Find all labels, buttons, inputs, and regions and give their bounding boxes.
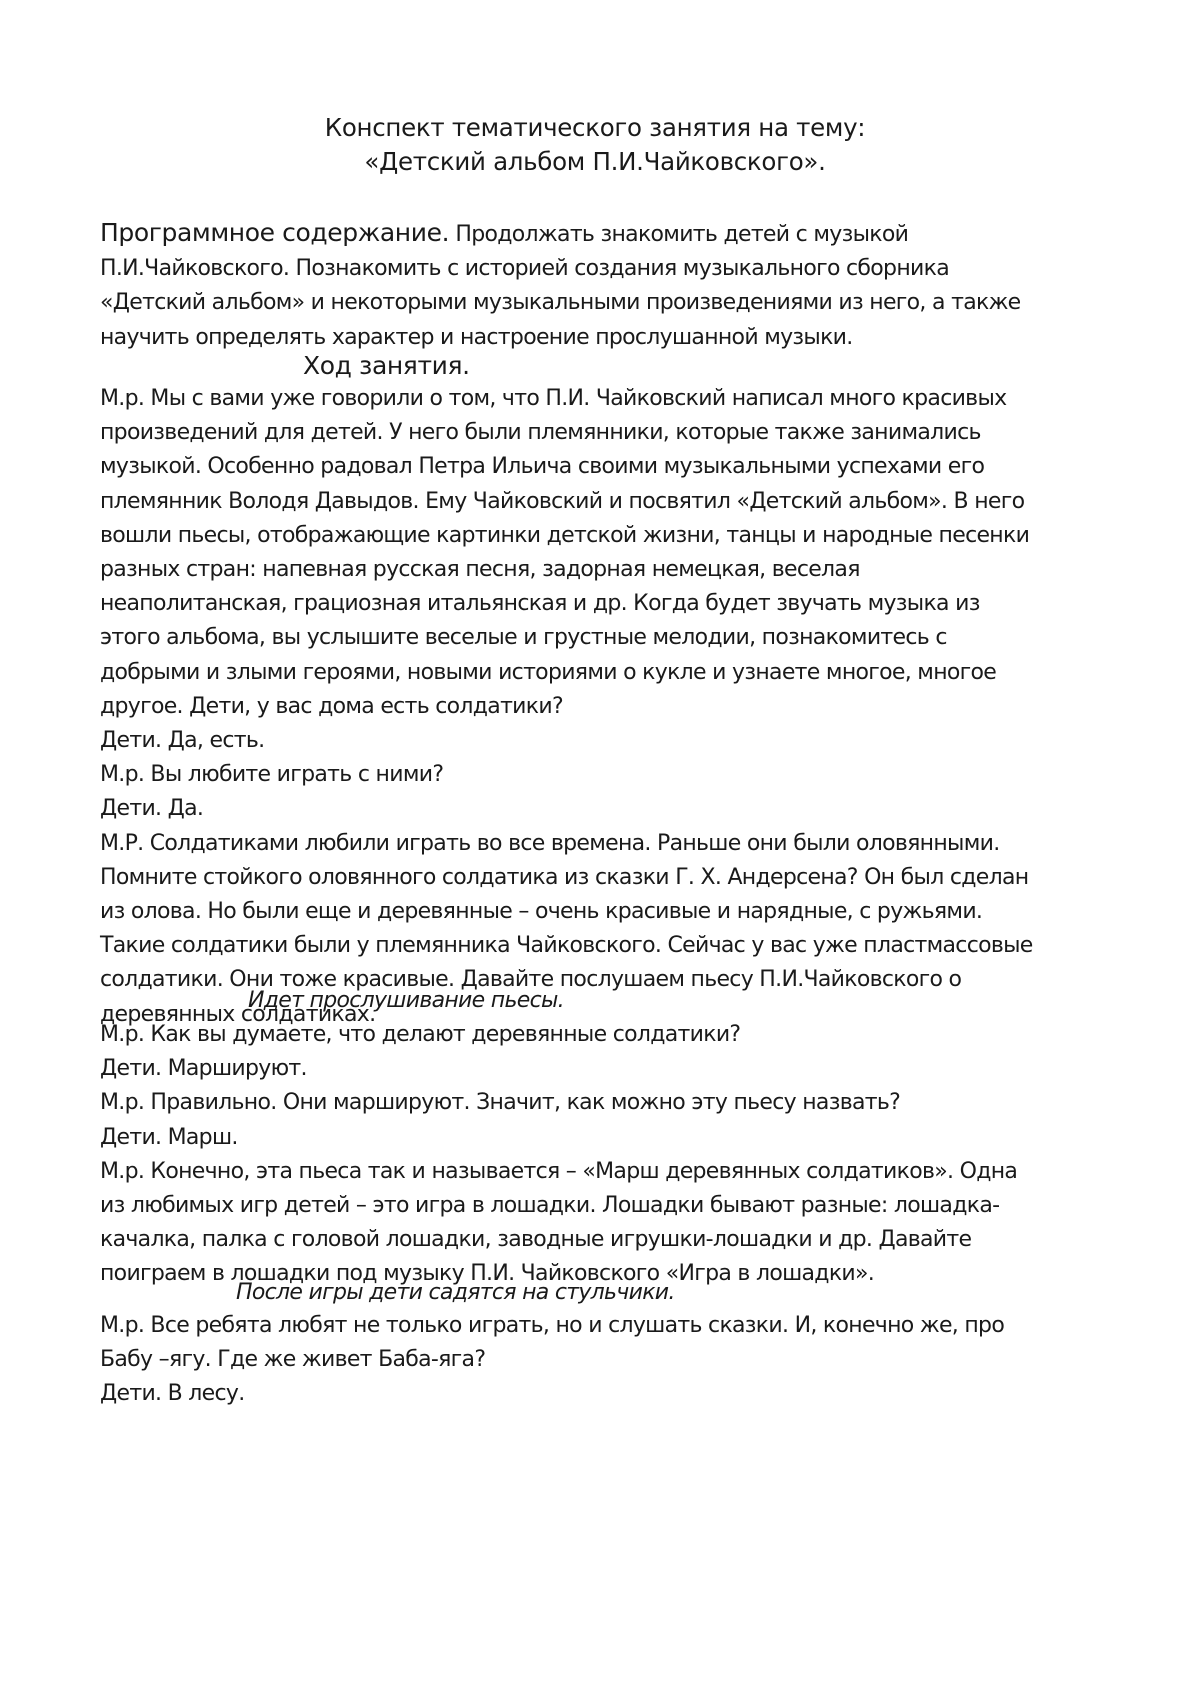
paragraph-line: поиграем в лошадки под музыку П.И. Чайковского «Игра в лошадки». [100, 1261, 875, 1287]
paragraph-line: музыкой. Особенно радовал Петра Ильича своими музыкальными успехами его [100, 454, 985, 480]
paragraph-line: М.р. Правильно. Они маршируют. Значит, как можно эту пьесу назвать? [100, 1090, 901, 1116]
document-title-line-2: «Детский альбом П.И.Чайковского». [364, 147, 826, 176]
paragraph-line: другое. Дети, у вас дома есть солдатики? [100, 693, 563, 719]
stage-direction-listening: Идет прослушивание пьесы. [248, 988, 564, 1013]
paragraph-line: Бабу –ягу. Где же живет Баба-яга? [100, 1347, 486, 1373]
paragraph-line: М.р. Как вы думаете, что делают деревянные солдатики? [100, 1022, 741, 1047]
paragraph-line: качалка, палка с головой лошадки, заводные игрушки-лошадки и др. Давайте [100, 1227, 972, 1253]
paragraph-line: М.р. Вы любите играть с ними? [100, 762, 444, 788]
dialogue-section-2 [100, 1018, 1120, 1292]
stage-direction-after-game: После игры дети садятся на стульчики. [236, 1280, 675, 1305]
paragraph-line: М.р. Конечно, эта пьеса так и называется – «Марш деревянных солдатиков». Одна [100, 1158, 1018, 1184]
paragraph-line: вошли пьесы, отображающие картинки детской жизни, танцы и народные песенки [100, 522, 1030, 548]
paragraph-line: Такие солдатики были у племянника Чайковского. Сейчас у вас уже пластмассовые [100, 933, 1033, 959]
paragraph-line: Помните стойкого оловянного солдатика из сказки Г. Х. Андерсена? Он был сделан [100, 864, 1029, 890]
program-content-line: научить определять характер и настроение прослушанной музыки. [100, 324, 853, 350]
paragraph-line: Дети. Да, есть. [100, 728, 265, 754]
paragraph-line: Дети. В лесу. [100, 1381, 245, 1407]
paragraph-line: М.Р. Солдатиками любили играть во все времена. Раньше они были оловянными. [100, 830, 1000, 856]
paragraph-line: Дети. Да. [100, 796, 204, 822]
program-content-line: «Детский альбом» и некоторыми музыкальными произведениями из него, а также [100, 290, 1021, 316]
paragraph-line: солдатики. Они тоже красивые. Давайте послушаем пьесу П.И.Чайковского о [100, 967, 962, 993]
paragraph-line: произведений для детей. У него были племянники, которые также занимались [100, 420, 981, 446]
paragraph-line: добрыми и злыми героями, новыми историями о кукле и узнаете многое, многое [100, 659, 997, 685]
paragraph-line: разных стран: напевная русская песня, задорная немецкая, веселая [100, 557, 860, 583]
document-title-line-1: Конспект тематического занятия на тему: [324, 113, 866, 142]
course-heading: Ход занятия. [303, 351, 470, 380]
program-content-line: П.И.Чайковского. Познакомить с историей создания музыкального сборника [100, 256, 949, 282]
paragraph-line: Дети. Марш. [100, 1124, 238, 1150]
paragraph-line: племянник Володя Давыдов. Ему Чайковский и посвятил «Детский альбом». В него [100, 488, 1025, 514]
dialogue-section-3 [100, 1309, 1120, 1412]
paragraph-line: этого альбома, вы услышите веселые и грустные мелодии, познакомитесь с [100, 625, 947, 651]
paragraph-line: из любимых игр детей – это игра в лошадки. Лошадки бывают разные: лошадка- [100, 1193, 1000, 1219]
program-content-heading: Программное содержание. [100, 218, 450, 247]
program-content-first-line [100, 216, 1120, 252]
paragraph-line: деревянных солдатиках. [100, 1001, 376, 1027]
paragraph-line: М.р. Мы с вами уже говорили о том, что П.И. Чайковский написал много красивых [100, 386, 1007, 411]
program-content-section [100, 216, 1120, 355]
program-content-first-line-text: Продолжать знакомить детей с музыкой [449, 222, 909, 247]
paragraph-line: М.р. Все ребята любят не только играть, но и слушать сказки. И, конечно же, про [100, 1313, 1005, 1338]
paragraph-line: неаполитанская, грациозная итальянская и др. Когда будет звучать музыка из [100, 591, 980, 617]
dialogue-section-1 [100, 382, 1120, 1032]
paragraph-line: Дети. Маршируют. [100, 1056, 307, 1082]
paragraph-line: из олова. Но были еще и деревянные – очень красивые и нарядные, с ружьями. [100, 899, 983, 925]
